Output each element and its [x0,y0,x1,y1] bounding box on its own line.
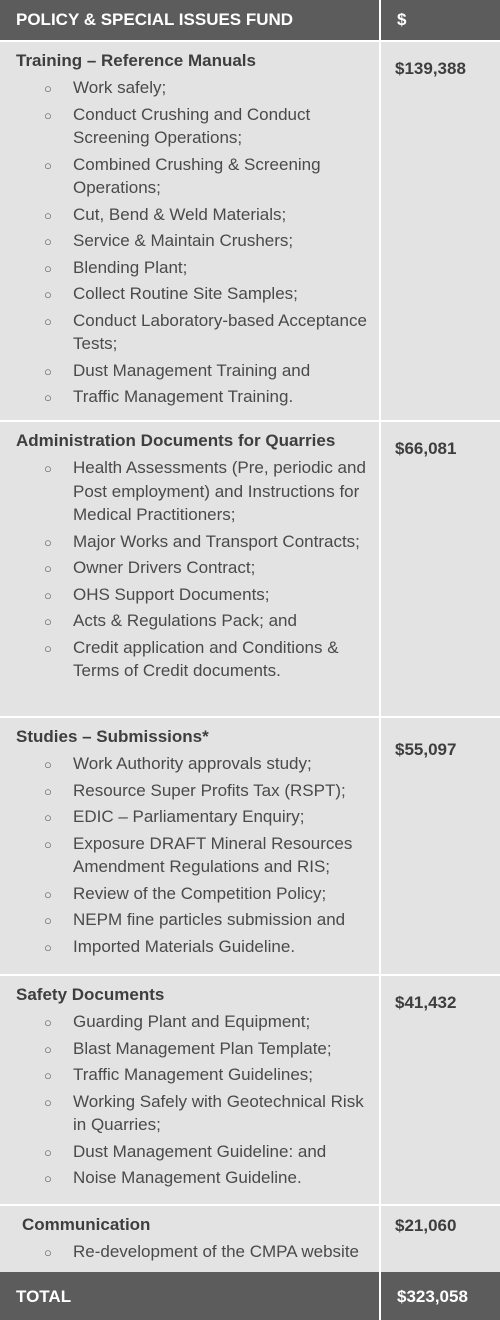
circle-bullet-icon: ○ [44,561,52,576]
item-list [16,456,379,683]
header-amount: $ [379,0,500,40]
list-item: ○ Noise Management Guideline. [16,1166,373,1190]
list-item: ○ Work Authority approvals study; [16,752,373,776]
list-item: ○ Imported Materials Guideline. [16,935,373,959]
item-list [16,1240,379,1264]
section-amount: $21,060 [395,1216,457,1235]
table-header [0,0,500,40]
section-title: Safety Documents [16,985,165,1004]
section-title: Training – Reference Manuals [16,51,256,70]
section-title: Studies – Submissions* [16,727,209,746]
list-item: ○ Working Safely with Geotechnical Risk in Quarries; [44,1091,364,1134]
list-item: ○ Dust Management Training and [16,359,373,383]
circle-bullet-icon: ○ [44,836,52,852]
list-item: ○ Review of the Competition Policy; [16,882,373,906]
section-title: Communication [22,1215,151,1234]
list-item: ○ Blast Management Plan Template; [16,1037,373,1061]
circle-bullet-icon: ○ [44,1068,52,1083]
circle-bullet-icon: ○ [44,1245,52,1260]
total-amount: $323,058 [379,1272,500,1320]
circle-bullet-icon: ○ [44,287,52,302]
list-item: ○ Combined Crushing & Screening Operations; [44,154,321,197]
circle-bullet-icon: ○ [44,913,52,928]
circle-bullet-icon: ○ [44,614,52,629]
list-item: ○ Credit application and Conditions & Terms of Credit documents. [44,637,339,680]
list-item: ○ Traffic Management Guidelines; [16,1063,373,1087]
total-label: TOTAL [16,1287,72,1306]
list-item: ○ OHS Support Documents; [16,583,373,607]
item-list [16,1010,379,1190]
item-list [16,752,379,958]
circle-bullet-icon: ○ [44,1015,52,1030]
list-item: ○ EDIC – Parliamentary Enquiry; [16,805,373,829]
section-safety [0,974,500,1206]
list-item: ○ Health Assessments (Pre, periodic and Post employment) and Instructions for Medical Practitioners; [44,458,366,524]
header-fund-name: POLICY & SPECIAL ISSUES FUND [16,10,294,29]
list-item: ○ Major Works and Transport Contracts; [16,530,373,554]
circle-bullet-icon: ○ [44,783,52,799]
circle-bullet-icon: ○ [44,757,52,772]
circle-bullet-icon: ○ [44,1041,52,1057]
list-item: ○ Owner Drivers Contract; [16,556,373,580]
section-amount: $139,388 [395,59,466,78]
circle-bullet-icon: ○ [44,939,52,955]
section-amount: $41,432 [395,993,457,1012]
list-item: ○ NEPM fine particles submission and [16,908,373,932]
circle-bullet-icon: ○ [44,234,52,249]
circle-bullet-icon: ○ [44,363,52,379]
list-item: ○ Traffic Management Training. [16,385,373,409]
circle-bullet-icon: ○ [44,313,52,329]
circle-bullet-icon: ○ [44,886,52,902]
list-item: ○ Cut, Bend & Weld Materials; [16,203,373,227]
list-item: ○ Guarding Plant and Equipment; [16,1010,373,1034]
circle-bullet-icon: ○ [44,534,52,550]
list-item: ○ Dust Management Guideline: and [16,1140,373,1164]
list-item: ○ Acts & Regulations Pack; and [16,609,373,633]
circle-bullet-icon: ○ [44,260,52,276]
circle-bullet-icon: ○ [44,1144,52,1160]
total-row [0,1272,500,1320]
circle-bullet-icon: ○ [44,1094,52,1110]
list-item: ○ Conduct Crushing and Conduct Screening Operations; [44,104,311,147]
section-amount: $66,081 [395,439,457,458]
circle-bullet-icon: ○ [44,390,52,405]
list-item: ○ Conduct Laboratory-based Acceptance Tests; [44,310,367,353]
list-item: ○ Resource Super Profits Tax (RSPT); [16,779,373,803]
section-title: Administration Documents for Quarries [16,431,336,450]
list-item: ○ Service & Maintain Crushers; [16,229,373,253]
circle-bullet-icon: ○ [44,107,52,123]
circle-bullet-icon: ○ [44,157,52,173]
circle-bullet-icon: ○ [44,810,52,825]
list-item: ○ Exposure DRAFT Mineral Resources Amendment Regulations and RIS; [44,833,353,876]
list-item: ○ Collect Routine Site Samples; [16,282,373,306]
section-communication [0,1204,500,1272]
section-studies [0,716,500,976]
section-training [0,40,500,422]
list-item: ○ Blending Plant; [16,256,373,280]
section-administration [0,420,500,718]
circle-bullet-icon: ○ [44,640,52,656]
circle-bullet-icon: ○ [44,1171,52,1186]
circle-bullet-icon: ○ [44,587,52,603]
circle-bullet-icon: ○ [44,207,52,223]
list-item: ○ Work safely; [16,76,373,100]
list-item: ○ Re-development of the CMPA website [16,1240,403,1264]
circle-bullet-icon: ○ [44,81,52,96]
item-list [16,76,379,409]
circle-bullet-icon: ○ [44,461,52,476]
section-amount: $55,097 [395,740,457,759]
